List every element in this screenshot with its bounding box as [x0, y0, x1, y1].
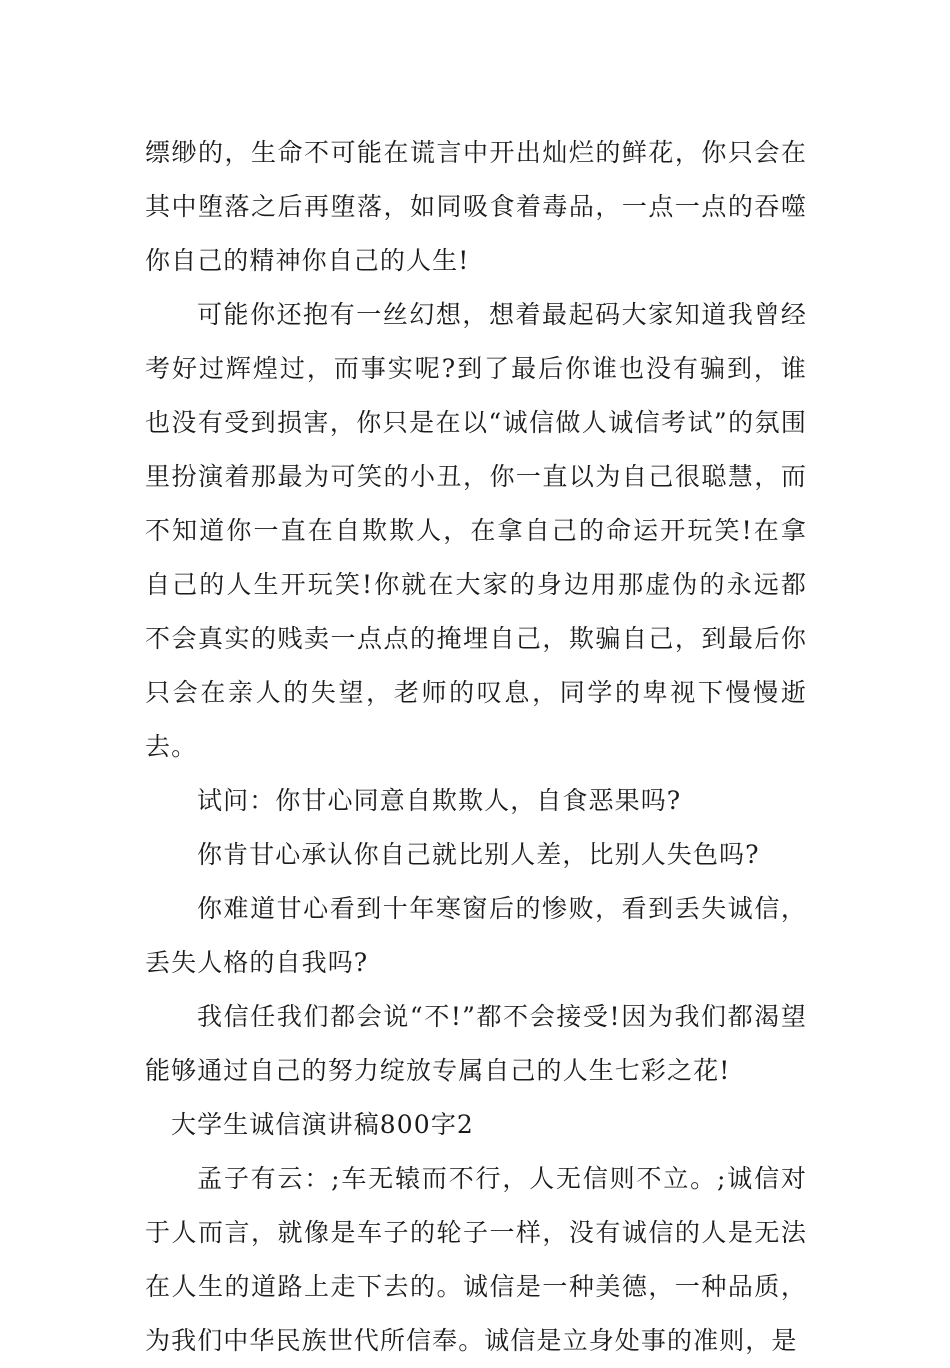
paragraph-question-2: 你肯甘心承认你自己就比别人差，比别人失色吗? — [197, 840, 760, 869]
paragraph-illusion: 可能你还抱有一丝幻想，想着最起码大家知道我曾经考好过辉煌过，而事实呢?到了最后你谁也没有骗到，谁也没有受到损害，你只是在以“诚信做人诚信考试”的氛围里扮演着那最为可笑的小丑，你一直以为自己很聪慧，而不知道你一直在自欺欺人，在拿自己的命运开玩笑!在拿自己的人生开玩笑!你就在大家的身边用那虚伪的永远都不会真实的贱卖一点点的掩埋自己，欺骗自己，到最后你只会在亲人的失望，老师的叹息，同学的卑视下慢慢逝去。 — [145, 300, 807, 761]
paragraph-continued: 缥缈的，生命不可能在谎言中开出灿烂的鲜花，你只会在其中堕落之后再堕落，如同吸食着毒品，一点一点的吞噬你自己的精神你自己的人生! — [145, 138, 807, 275]
paragraph-conclusion: 我信任我们都会说“不!”都不会接受!因为我们都渴望能够通过自己的努力绽放专属自己的人生七彩之花! — [145, 1002, 807, 1085]
document-body — [145, 126, 807, 1368]
paragraph-question-1: 试问：你甘心同意自欺欺人，自食恶果吗? — [197, 786, 682, 815]
paragraph-mencius: 孟子有云：;车无辕而不行，人无信则不立。;诚信对于人而言，就像是车子的轮子一样，没有诚信的人是无法在人生的道路上走下去的。诚信是一种美德，一种品质，为我们中华民族世代所信奉。诚信是立身处事的准则，是 — [145, 1164, 807, 1355]
section-heading: 大学生诚信演讲稿800字2 — [171, 1110, 474, 1139]
paragraph-question-3: 你难道甘心看到十年寒窗后的惨败，看到丢失诚信，丢失人格的自我吗? — [145, 894, 807, 977]
